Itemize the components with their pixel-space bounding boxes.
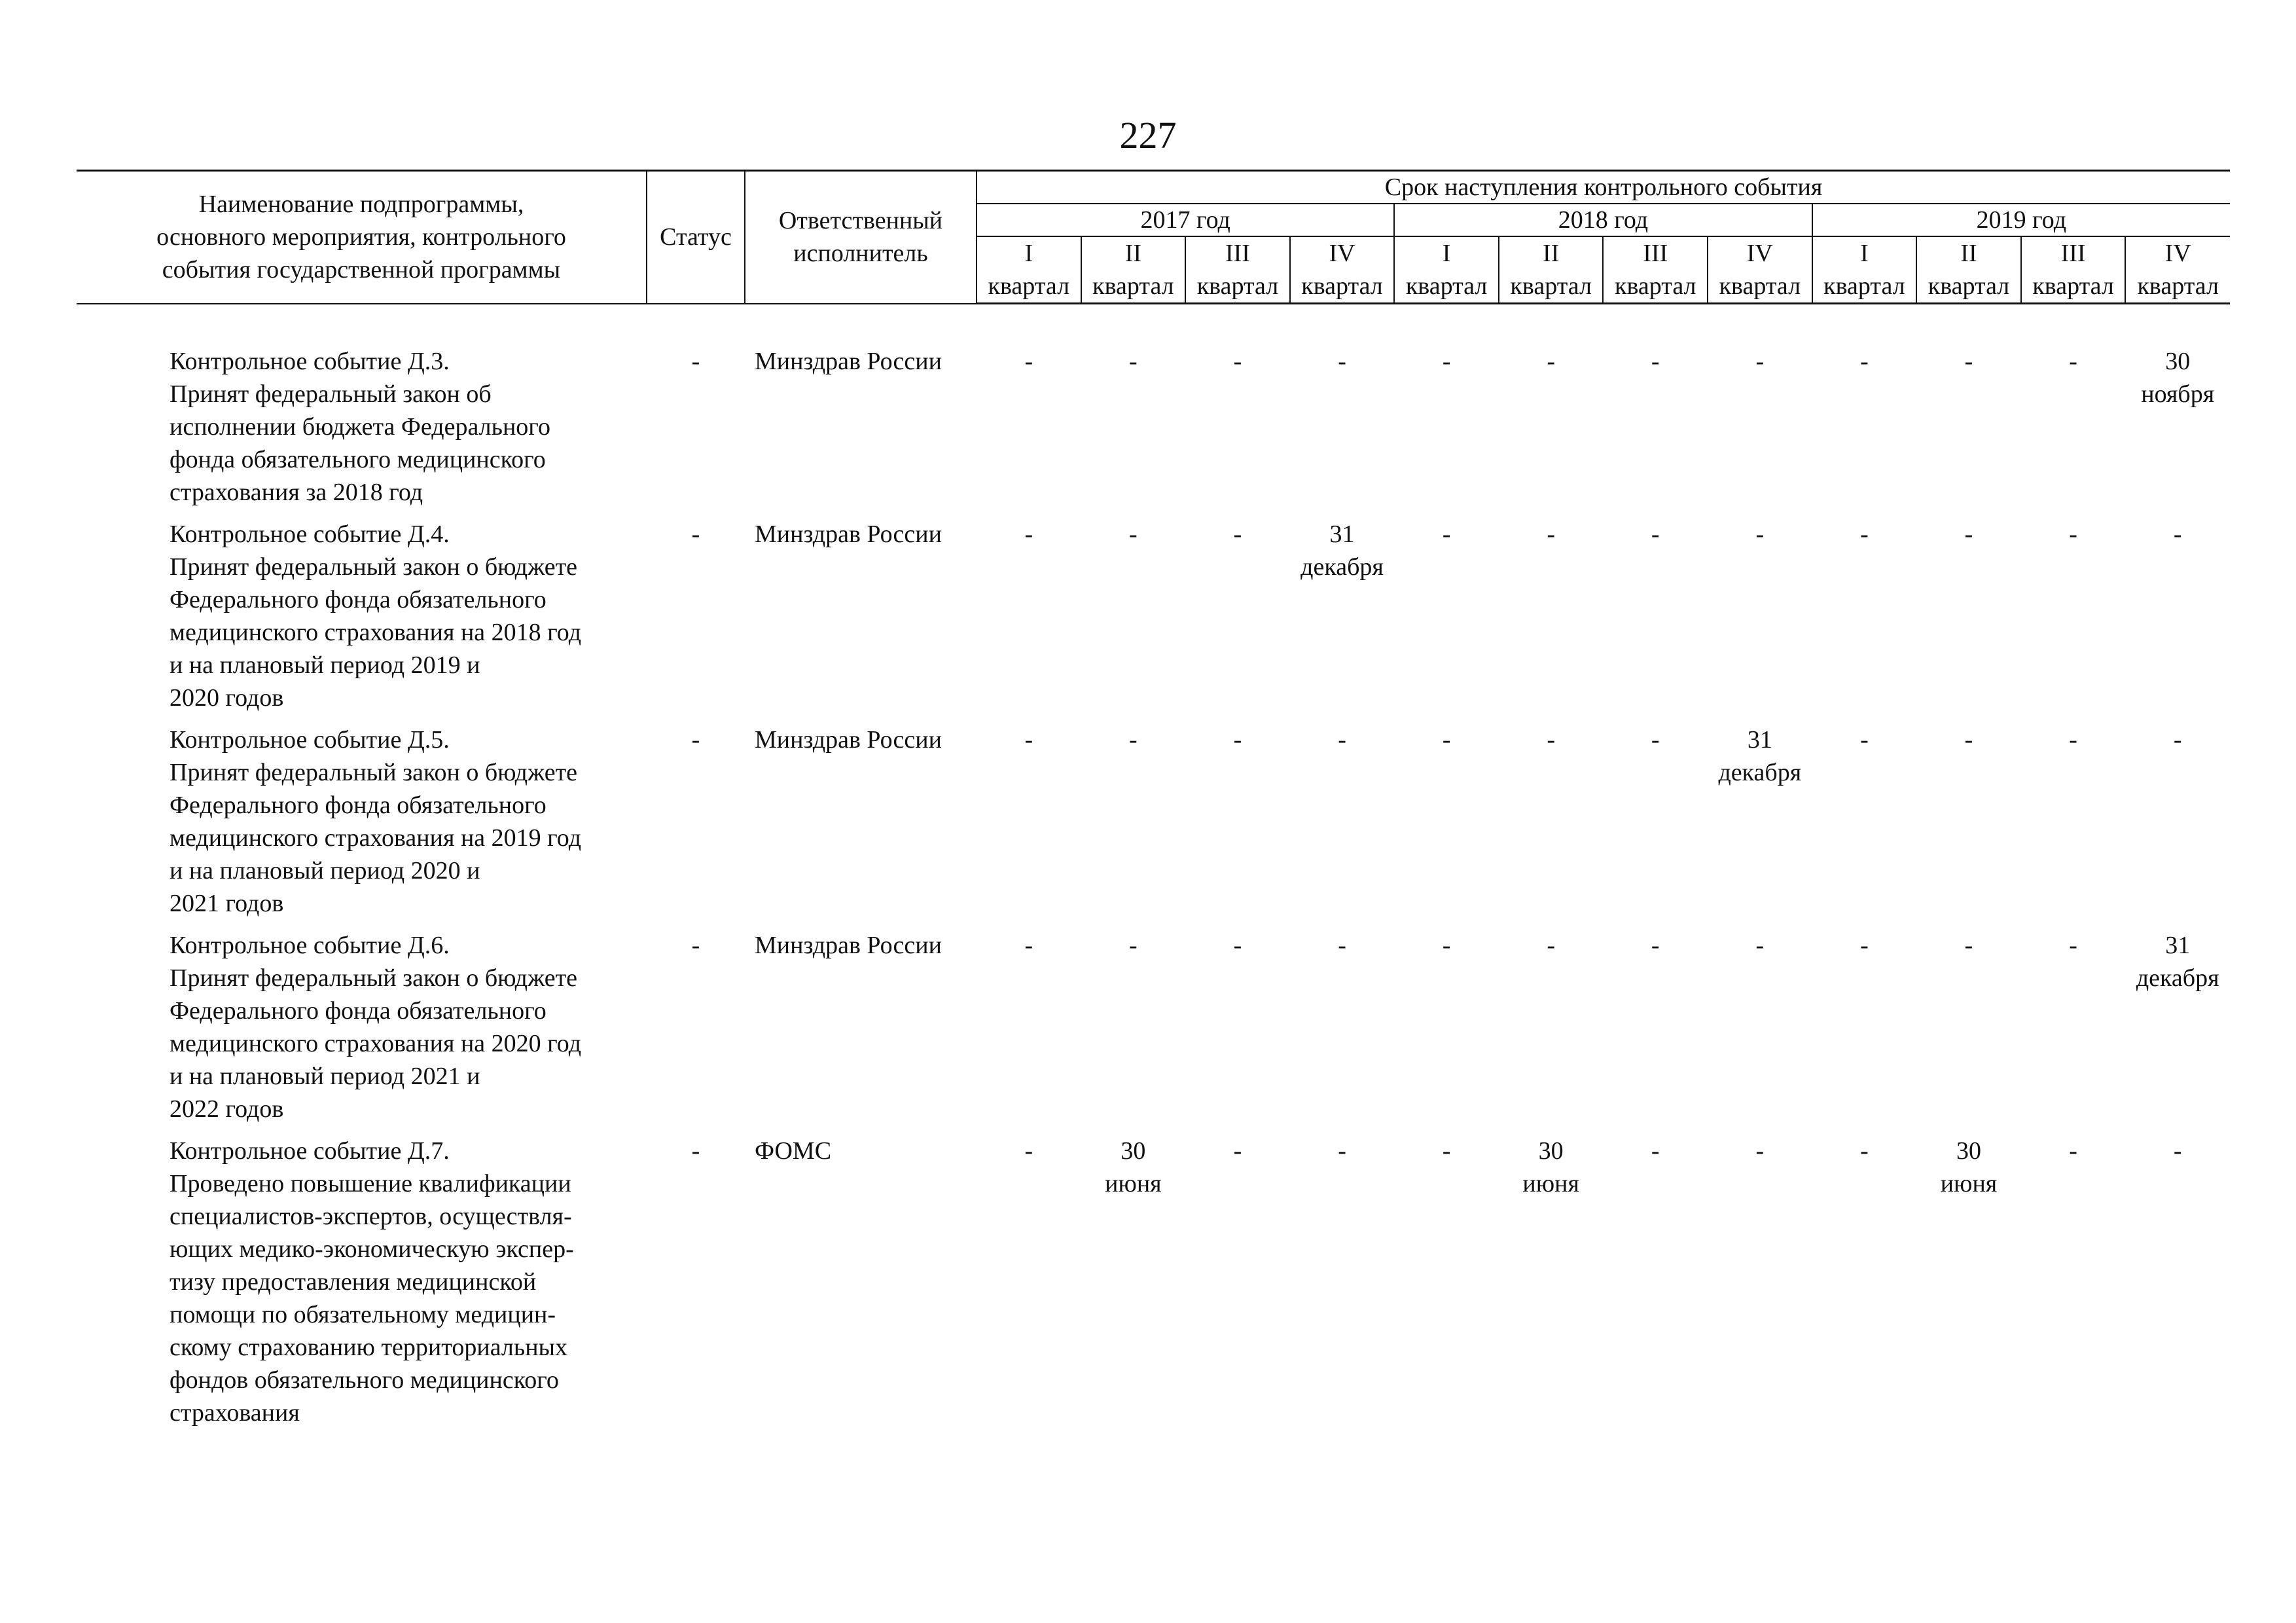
event-name: Контрольное событие Д.5. Принят федеральный закон о бюджете Федерального фонда обязательного медицинского страхования на 2019 год и на плановый период 2020 и 2021 годов [170, 725, 582, 917]
quarter-cell: - [1442, 1137, 1451, 1165]
quarter-cell: 30 июня [1522, 1137, 1579, 1197]
event-status: - [691, 931, 700, 959]
header-quarter: IV квартал [1290, 236, 1395, 304]
quarter-cell: - [1233, 520, 1242, 548]
table-header [77, 171, 2230, 304]
quarter-cell: - [1024, 1137, 1033, 1165]
header-quarter: III квартал [1603, 236, 1708, 304]
quarter-cell: - [1860, 520, 1869, 548]
quarter-cell: - [1442, 725, 1451, 754]
quarter-cell: - [1860, 725, 1869, 754]
quarter-cell: - [1964, 725, 1973, 754]
quarter-cell: - [2069, 931, 2077, 959]
event-name: Контрольное событие Д.6. Принят федеральный закон о бюджете Федерального фонда обязательного медицинского страхования на 2020 год и на плановый период 2021 и 2022 годов [170, 931, 582, 1123]
quarter-cell: 31 декабря [1300, 520, 1384, 581]
event-status: - [691, 520, 700, 548]
table-body [77, 304, 2230, 1438]
header-quarter: II квартал [1916, 236, 2021, 304]
header-year: 2019 год [1812, 204, 2230, 236]
event-status: - [691, 1137, 700, 1165]
table-row [77, 929, 2230, 1135]
quarter-cell: - [1442, 931, 1451, 959]
quarter-cell: 30 июня [1105, 1137, 1162, 1197]
header-quarter: II квартал [1081, 236, 1186, 304]
quarter-cell: - [1651, 931, 1660, 959]
quarter-cell: - [1024, 348, 1033, 375]
quarter-cell: - [1860, 931, 1869, 959]
quarter-cell: - [1651, 1137, 1660, 1165]
header-quarter: I квартал [977, 236, 1081, 304]
quarter-cell: - [2069, 1137, 2077, 1165]
quarter-cell: 31 декабря [1718, 725, 1802, 786]
quarter-cell: - [1755, 348, 1765, 375]
header-quarter: I квартал [1394, 236, 1499, 304]
header-quarter: I квартал [1812, 236, 1917, 304]
control-events-table [77, 170, 2230, 1438]
quarter-cell: - [1024, 931, 1033, 959]
event-status: - [691, 347, 700, 375]
header-year: 2017 год [977, 204, 1394, 236]
quarter-cell: - [1129, 931, 1138, 959]
table-row [77, 723, 2230, 929]
quarter-cell: - [1129, 348, 1138, 375]
header-status-column: Статус [647, 171, 745, 304]
quarter-cell: - [1233, 725, 1242, 754]
quarter-cell: - [2173, 520, 2182, 548]
quarter-cell: - [1129, 725, 1138, 754]
quarter-cell: - [1338, 1137, 1346, 1165]
quarter-cell: 30 июня [1940, 1137, 1998, 1197]
event-status: - [691, 725, 700, 754]
quarter-cell: - [1442, 348, 1451, 375]
quarter-cell: - [1129, 520, 1138, 548]
event-name: Контрольное событие Д.7. Проведено повышение квалификации специалистов-экспертов, осуществля- ющих медико-экономическую экспер- тизу предоставления медицинской помощи по обязательному медицин- скому страхованию территориальных фондов обязательного медицинского страхования [170, 1137, 574, 1427]
quarter-cell: - [1547, 931, 1555, 959]
quarter-cell: - [1338, 725, 1346, 754]
quarter-cell: 31 декабря [2136, 931, 2219, 992]
quarter-cell: - [2173, 725, 2182, 754]
table-row [77, 518, 2230, 723]
quarter-cell: - [1755, 1137, 1765, 1165]
quarter-cell: - [1964, 348, 1973, 375]
header-year: 2018 год [1394, 204, 1812, 236]
header-quarter: IV квартал [1708, 236, 1812, 304]
header-deadline-title: Срок наступления контрольного события [977, 171, 2230, 204]
header-quarter: III квартал [2021, 236, 2126, 304]
header-executor-column: Ответственный исполнитель [745, 171, 977, 304]
quarter-cell: - [2173, 1137, 2182, 1165]
quarter-cell: - [2069, 348, 2077, 375]
quarter-cell: - [1233, 348, 1242, 375]
header-quarter: II квартал [1499, 236, 1604, 304]
quarter-cell: - [2069, 520, 2077, 548]
quarter-cell: - [1024, 725, 1033, 754]
event-name: Контрольное событие Д.3. Принят федеральный закон об исполнении бюджета Федерального фонда обязательного медицинского страхования за 2018 год [170, 347, 550, 506]
quarter-cell: - [1860, 1137, 1869, 1165]
quarter-cell: - [2069, 725, 2077, 754]
header-quarter: III квартал [1185, 236, 1290, 304]
quarter-cell: - [1547, 520, 1555, 548]
quarter-cell: 30 ноября [2141, 348, 2215, 408]
quarter-cell: - [1755, 931, 1765, 959]
table-row [77, 304, 2230, 518]
header-name-column: Наименование подпрограммы, основного мероприятия, контрольного события государственной программы [77, 171, 647, 304]
quarter-cell: - [1024, 520, 1033, 548]
quarter-cell: - [1338, 348, 1346, 375]
quarter-cell: - [1442, 520, 1451, 548]
page-number: 227 [1119, 114, 1177, 156]
event-executor: ФОМС [755, 1137, 832, 1165]
quarter-cell: - [1964, 931, 1973, 959]
quarter-cell: - [1860, 348, 1869, 375]
event-executor: Минздрав России [755, 725, 942, 754]
table-row [77, 1135, 2230, 1438]
quarter-cell: - [1233, 1137, 1242, 1165]
event-executor: Минздрав России [755, 520, 942, 548]
quarter-cell: - [1651, 348, 1660, 375]
quarter-cell: - [1964, 520, 1973, 548]
quarter-cell: - [1755, 520, 1765, 548]
event-name: Контрольное событие Д.4. Принят федеральный закон о бюджете Федерального фонда обязательного медицинского страхования на 2018 год и на плановый период 2019 и 2020 годов [170, 520, 582, 712]
quarter-cell: - [1651, 725, 1660, 754]
event-executor: Минздрав России [755, 931, 942, 959]
quarter-cell: - [1547, 348, 1555, 375]
quarter-cell: - [1338, 931, 1346, 959]
quarter-cell: - [1547, 725, 1555, 754]
quarter-cell: - [1233, 931, 1242, 959]
event-executor: Минздрав России [755, 347, 942, 375]
quarter-cell: - [1651, 520, 1660, 548]
header-quarter: IV квартал [2125, 236, 2230, 304]
